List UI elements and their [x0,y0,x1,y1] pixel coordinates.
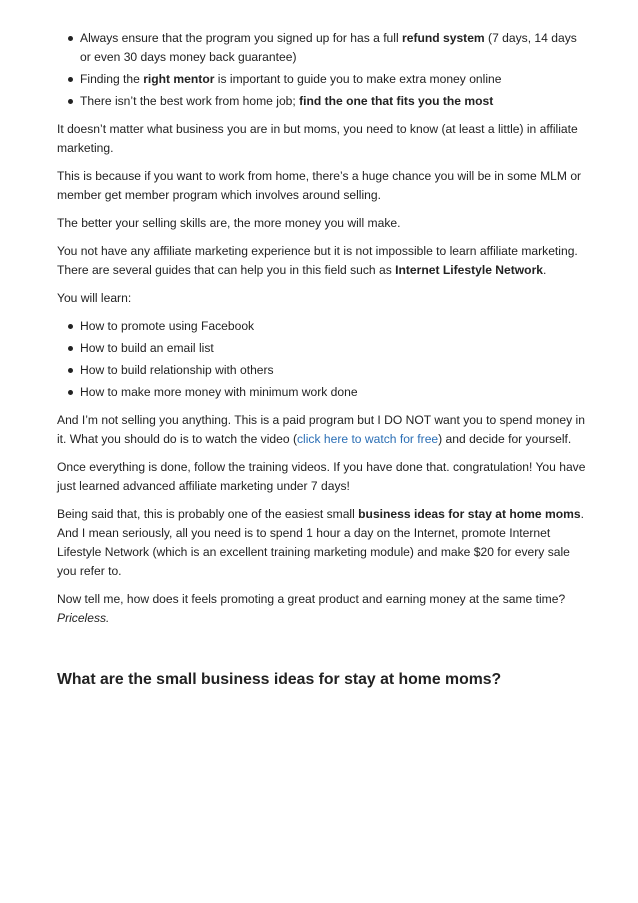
list-item-text: Finding the [80,72,144,86]
bullet-icon [68,346,73,351]
section-heading: What are the small business ideas for stay at home moms? [57,671,502,688]
list-item-text: How to promote using Facebook [80,319,255,333]
bullet-icon [68,368,73,373]
paragraph-you-will-learn: You will learn: [57,291,132,305]
list-item-text: How to build relationship with others [80,363,274,377]
list-item [57,383,587,402]
list-item [57,92,587,111]
paragraph-selling-skills: The better your selling skills are, the more money you will make. [57,216,401,230]
paragraph-italic: Priceless. [57,611,110,625]
list-item [57,70,587,89]
list-item-text: How to make more money with minimum work done [80,385,358,399]
bullet-icon [68,390,73,395]
list-item-text: (7 days, 14 days or even 30 days money back guarantee) [80,31,577,64]
paragraph-priceless [57,590,587,628]
list-item-bold: refund system [402,31,485,45]
list-item [57,29,587,67]
tips-list [57,29,587,111]
bullet-icon [68,36,73,41]
list-item-bold: find the one that fits you the most [299,94,494,108]
bullet-icon [68,324,73,329]
paragraph-bold: business ideas for stay at home moms [358,507,581,521]
list-item-bold: right mentor [143,72,215,86]
list-item [57,339,587,358]
list-item [57,317,587,336]
list-item-text: How to build an email list [80,341,214,355]
paragraph-text: . And I mean seriously, all you need is to spend 1 hour a day on the Internet, promote Internet Lifestyle Network (which is an excellent training marketing module) and make $20 for every sale you refer to. [57,507,585,578]
document-page [57,29,587,690]
watch-free-link[interactable]: click here to watch for free [297,432,439,446]
list-item-text: Always ensure that the program you signed up for has a full [80,31,403,45]
paragraph-business-ideas [57,505,587,581]
paragraph-bold: Internet Lifestyle Network [395,263,544,277]
paragraph-guides [57,242,587,280]
bullet-icon [68,99,73,104]
paragraph-not-selling [57,411,587,449]
paragraph-text: And I’m not selling you anything. This is a paid program but I DO NOT want you to spend money in it. What you should do is to watch the video ( [57,413,585,446]
paragraph-mlm: This is because if you want to work from home, there’s a huge chance you will be in some MLM or member get member program which involves around selling. [57,169,582,202]
paragraph-training: Once everything is done, follow the training videos. If you have done that. congratulation! You have just learned advanced affiliate marketing under 7 days! [57,460,586,493]
paragraph-affiliate-intro: It doesn’t matter what business you are in but moms, you need to know (at least a little) in affiliate marketing. [57,122,578,155]
list-item [57,361,587,380]
learn-list [57,317,587,402]
list-item-text: is important to guide you to make extra money online [214,72,502,86]
paragraph-text: Being said that, this is probably one of the easiest small [57,507,359,521]
list-item-text: There isn’t the best work from home job; [80,94,300,108]
paragraph-text: ) and decide for yourself. [438,432,572,446]
paragraph-text: Now tell me, how does it feels promoting a great product and earning money at the same time? [57,592,566,606]
paragraph-text: You not have any affiliate marketing experience but it is not impossible to learn affiliate marketing. There are several guides that can help you in this field such as [57,244,578,277]
bullet-icon [68,77,73,82]
paragraph-text: . [543,263,547,277]
